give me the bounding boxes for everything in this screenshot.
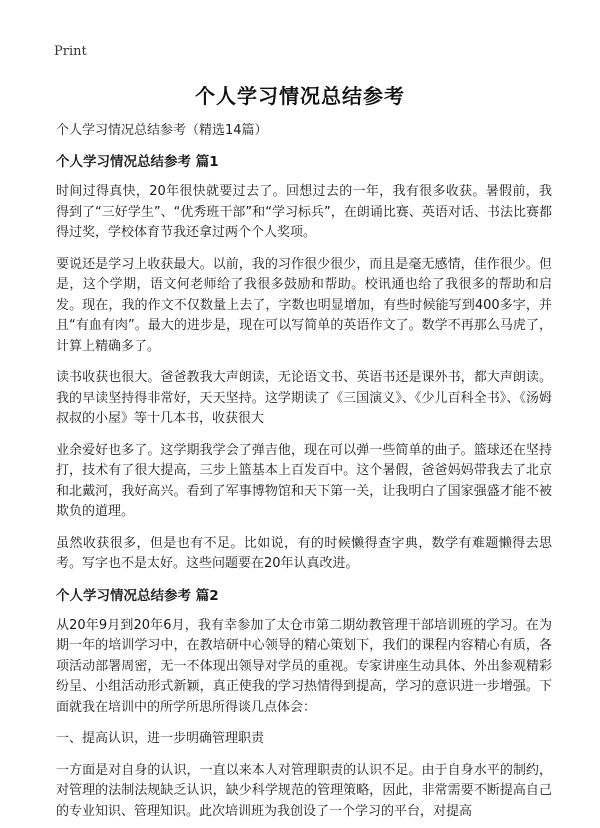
paragraph: 业余爱好也多了。这学期我学会了弹吉他，现在可以弹一些简单的曲子。篮球还在坚持打，技术有了很大提高，三步上篮基本上百发百中。这个暑假，爸爸妈妈带我去了北京和北戴河，我好高兴。看到了军事博物馆和天下第一关，让我明白了国家强盛才能不被欺负的道理。 xyxy=(56,442,552,519)
paragraph: 读书收获也很大。爸爸教我大声朗读，无论语文书、英语书还是课外书，都大声朗读。我的早读坚持得非常好，天天坚持。这学期读了《三国演义》、《少儿百科全书》、《汤姆叔叔的小屋》等十几本书，收获很大 xyxy=(56,370,552,426)
paragraph: 从20年9月到20年6月，我有幸参加了太仓市第二期幼教管理干部培训班的学习。在为期一年的培训学习中，在教培研中心领导的精心策划下，我们的课程内容精心有质，各项活动部署周密，无一不体现出领导对学员的重视。专家讲座生动具体、外出参观精彩纷呈、小组活动形式新颖，真正使我的学习热情得到提高，学习的意识进一步增强。下面就我在培训中的所学所思所得谈几点体会： xyxy=(56,617,552,715)
section-heading: 个人学习情况总结参考 篇1 xyxy=(56,154,219,170)
subheading-paragraph: 一、提高认识，进一步明确管理职责 xyxy=(56,731,265,746)
document-subtitle: 个人学习情况总结参考（精选14篇） xyxy=(56,123,268,138)
paragraph: 一方面是对自身的认识，一直以来本人对管理职责的认识不足。由于自身水平的制约，对管理的法制法规缺乏认识，缺少科学规范的管理策略，因此，非常需要不断提高自己的专业知识、管理知识。此次培训班为我创设了一个学习的平台，对提高 xyxy=(56,762,552,819)
paragraph: 虽然收获很多，但是也有不足。比如说，有的时候懒得查字典，数学有难题懒得去思考。写字也不是太好。这些问题要在20年认真改进。 xyxy=(56,535,552,571)
section-heading: 个人学习情况总结参考 篇2 xyxy=(56,587,219,604)
paragraph: 时间过得真快，20年很快就要过去了。回想过去的一年，我有很多收获。暑假前，我得到了“三好学生”、“优秀班干部”和“学习标兵”，在朗诵比赛、英语对话、书法比赛都得过奖，学校体育节我还拿过两个个人奖项。 xyxy=(56,184,552,240)
document-body xyxy=(56,122,552,828)
page-title: 个人学习情况总结参考 xyxy=(195,84,405,108)
paragraph: 要说还是学习上收获最大。以前，我的习作很少很少，而且是毫无感情，佳作很少。但是，这个学期，语文何老师给了我很多鼓励和帮助。校讯通也给了我很多的帮助和启发。现在，我的作文不仅数量上去了，字数也明显增加，有些时候能写到400多字，并且“有血有肉”。最大的进步是，现在可以写简单的英语作文了。数学不再那么马虎了，计算上精确多了。 xyxy=(56,256,552,354)
print-label[interactable]: Print xyxy=(54,44,87,59)
